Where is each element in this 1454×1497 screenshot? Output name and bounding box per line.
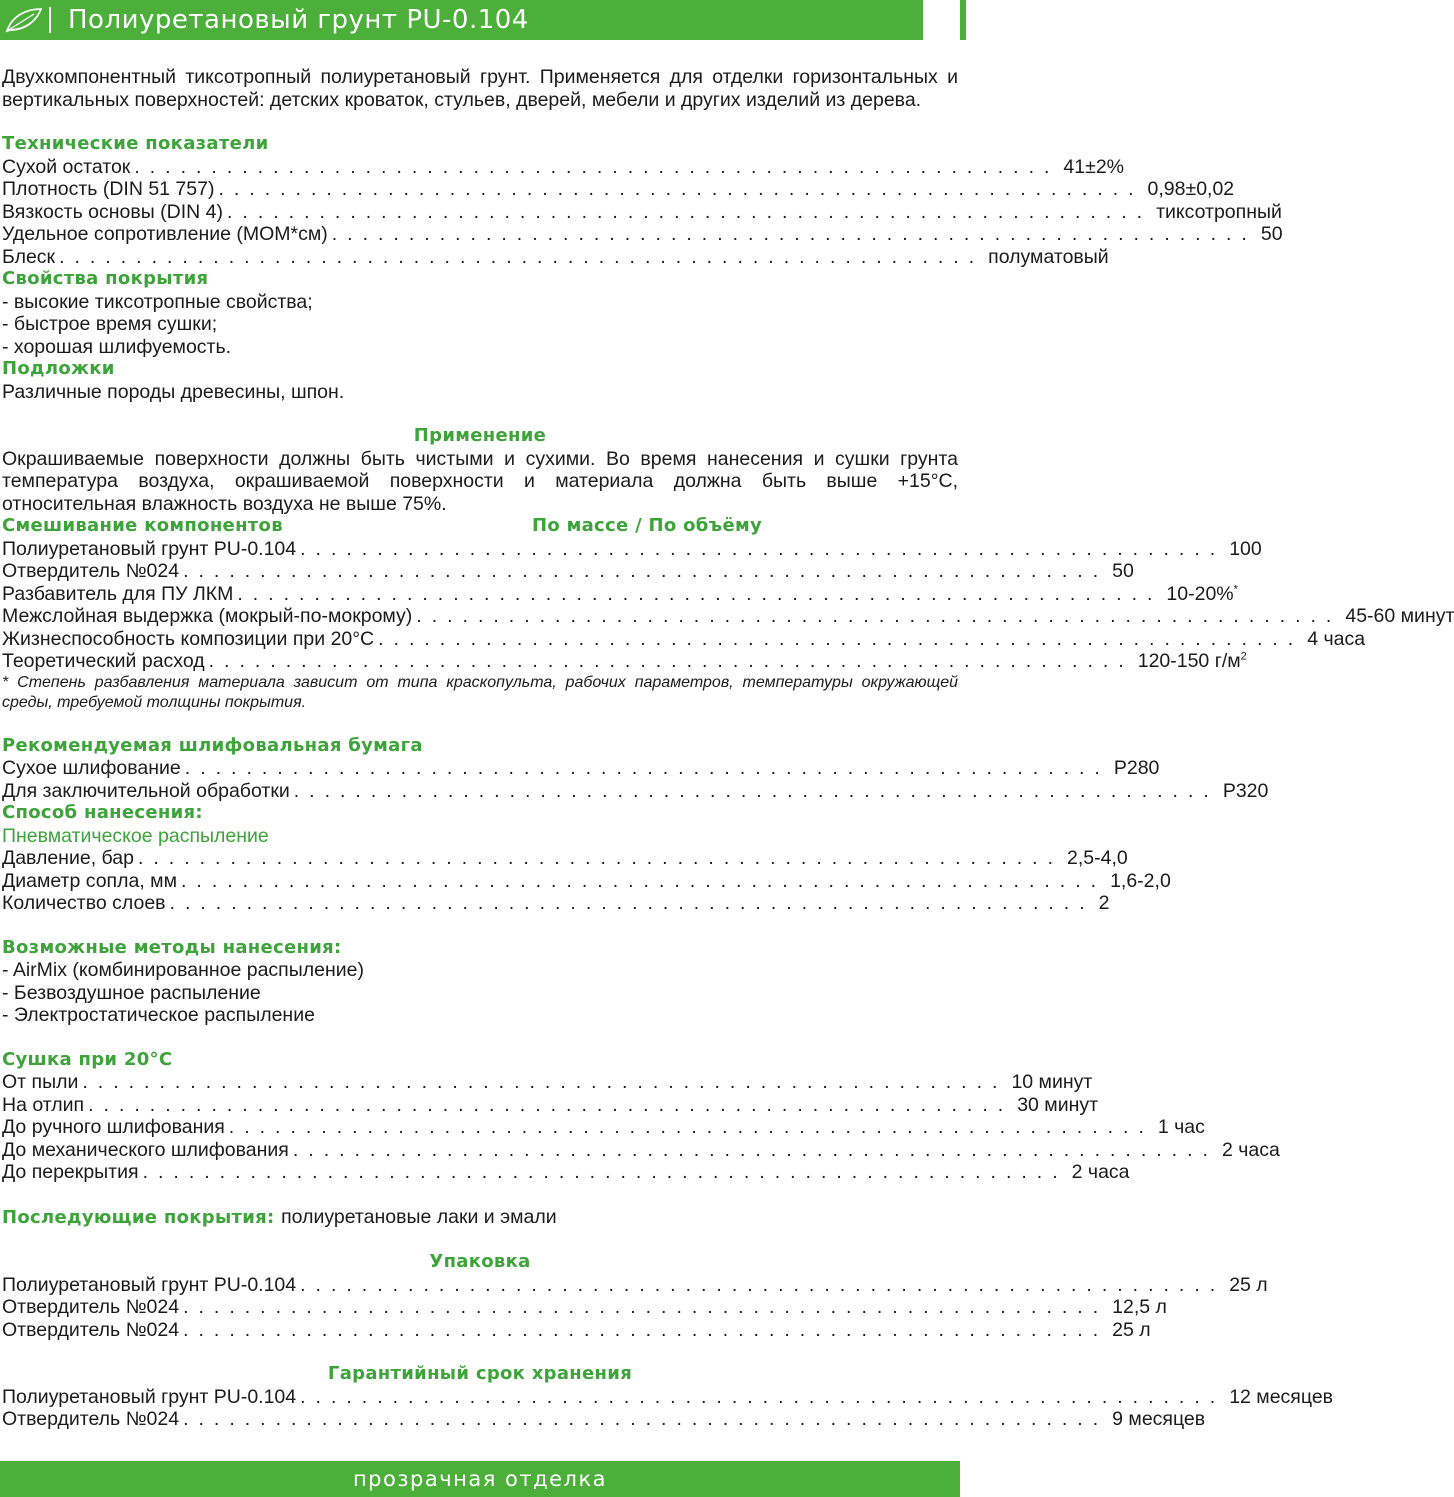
subsequent-heading: Последующие покрытия: <box>2 1206 275 1228</box>
spec-value-text: 50 <box>1260 223 1283 245</box>
subsequent-text: полиуретановые лаки и эмали <box>281 1205 557 1228</box>
mixing-header <box>2 515 958 538</box>
spec-label: Количество слоев <box>2 892 166 914</box>
storage-heading: Гарантийный срок хранения <box>327 1363 633 1384</box>
spec-value-text: 10-20% <box>1166 582 1234 605</box>
spec-label: Для заключительной обработки <box>2 779 290 802</box>
mixing-heading: Смешивание компонентов <box>2 515 283 536</box>
dot-leader: ............................................................ <box>218 178 1144 200</box>
spec-value <box>1112 1408 1205 1431</box>
spec-row <box>2 847 1128 870</box>
spec-label: Сухой остаток <box>2 155 131 178</box>
dot-leader: ............................................................ <box>169 892 1095 914</box>
props-heading: Свойства покрытия <box>2 268 209 289</box>
spec-value-text: 120-150 г/м <box>1137 650 1241 672</box>
spec-value-text: 100 <box>1229 537 1262 560</box>
spec-label: Разбавитель для ПУ ЛКМ <box>2 582 234 605</box>
spec-value-text: P320 <box>1222 779 1269 802</box>
spec-value <box>1067 847 1128 870</box>
spec-label: Сухое шлифование <box>2 757 181 779</box>
leaf-logo-icon <box>4 6 44 34</box>
spec-value <box>1148 178 1235 201</box>
spec-value <box>1011 1071 1092 1094</box>
spec-value <box>1112 560 1134 583</box>
footer-text: прозрачная отделка <box>352 1467 608 1491</box>
spec-value <box>1063 156 1124 179</box>
header-separator <box>49 7 51 33</box>
spec-label: Плотность (DIN 51 757) <box>2 178 215 200</box>
spec-label: Вязкость основы (DIN 4) <box>2 200 223 223</box>
spec-value <box>988 246 1109 269</box>
spec-value-text: 4 часа <box>1307 627 1366 650</box>
spec-value-text: 2,5-4,0 <box>1067 847 1128 869</box>
packaging-heading: Упаковка <box>429 1251 531 1272</box>
substrates-text: Различные породы древесины, шпон. <box>2 380 345 403</box>
tech-list <box>2 155 1283 269</box>
tech-heading: Технические показатели <box>2 133 269 154</box>
spec-row <box>2 245 1109 269</box>
dot-leader: ............................................................ <box>183 1318 1109 1341</box>
dot-leader: ............................................................ <box>208 650 1134 672</box>
spec-label: От пыли <box>2 1071 79 1093</box>
dot-leader: ............................................................ <box>331 223 1257 245</box>
spec-label: Отвердитель №024 <box>2 1318 180 1341</box>
spec-value <box>1138 650 1247 673</box>
spec-value <box>1166 583 1238 606</box>
dot-leader: ............................................................ <box>228 1116 1154 1138</box>
dot-leader: ............................................................ <box>183 1408 1109 1430</box>
spec-value-text: 2 часа <box>1221 1138 1280 1161</box>
spec-value <box>1307 628 1365 651</box>
spec-value <box>1223 780 1269 803</box>
spec-label: Межслойная выдержка (мокрый-по-мокрому) <box>2 605 413 627</box>
dot-leader: ............................................................ <box>142 1161 1068 1183</box>
spec-row <box>2 1138 1280 1162</box>
spec-label: Диаметр сопла, мм <box>2 869 177 892</box>
spec-label: Удельное сопротивление (МОМ*см) <box>2 223 328 245</box>
spec-value-text: 50 <box>1112 560 1134 582</box>
spec-value-text: 2 часа <box>1071 1161 1130 1183</box>
spec-label: Полиуретановый грунт PU-0.104 <box>2 1385 297 1408</box>
spec-value-text: 1,6-2,0 <box>1110 869 1171 892</box>
spec-label: Теоретический расход <box>2 650 205 672</box>
packaging-list <box>2 1273 1268 1342</box>
spec-value-text: 30 минут <box>1017 1093 1099 1116</box>
methods-list <box>2 959 958 1027</box>
drying-list <box>2 1071 1280 1184</box>
spec-value-text: 2 <box>1098 892 1110 914</box>
spec-value-text: 45-60 минут <box>1345 605 1454 627</box>
dot-leader: ............................................................ <box>183 560 1109 582</box>
spec-value-text: 12,5 л <box>1112 1296 1167 1318</box>
props-list <box>2 291 958 359</box>
dot-leader: ............................................................ <box>237 582 1163 605</box>
spec-value <box>1229 538 1262 561</box>
dot-leader: ............................................................ <box>226 200 1153 223</box>
spec-row <box>2 223 1283 246</box>
spec-value-text: 41±2% <box>1063 155 1124 178</box>
dot-leader: ............................................................ <box>184 757 1110 779</box>
spec-value <box>1099 892 1110 915</box>
spec-value <box>1229 1386 1333 1409</box>
spec-value <box>1158 1116 1205 1139</box>
spec-value <box>1222 1139 1280 1162</box>
dot-leader: ............................................................ <box>82 1071 1008 1093</box>
list-item: - Электростатическое распыление <box>2 1004 315 1026</box>
spec-label: Давление, бар <box>2 847 134 869</box>
content <box>2 66 1454 1431</box>
spec-label: Отвердитель №024 <box>2 1296 180 1318</box>
sandpaper-list <box>2 757 1269 802</box>
spec-value-text: 10 минут <box>1011 1071 1093 1093</box>
dot-leader: ............................................................ <box>181 869 1107 892</box>
spec-value-text: 12 месяцев <box>1229 1385 1334 1408</box>
method-list <box>2 847 1171 915</box>
drying-heading: Сушка при 20°С <box>2 1048 173 1070</box>
header-tab <box>923 0 960 40</box>
spec-value <box>1072 1161 1130 1184</box>
mixing-note: * Степень разбавления материала зависит от типа краскопульта, рабочих параметров, температуры окружающей среды, требуемой толщины покрытия. <box>2 673 958 711</box>
dot-leader: ............................................................ <box>300 537 1226 560</box>
spec-value-sup: 2 <box>1240 650 1247 663</box>
dot-leader: ............................................................ <box>137 847 1064 869</box>
spec-value-text: 1 час <box>1157 1116 1205 1138</box>
spec-value <box>1110 870 1171 893</box>
dot-leader: ............................................................ <box>134 155 1060 178</box>
sandpaper-heading: Рекомендуемая шлифовальная бумага <box>2 734 423 756</box>
spec-value <box>1261 223 1283 246</box>
list-item: - хорошая шлифуемость. <box>2 335 232 358</box>
spec-row <box>2 1408 1206 1431</box>
spec-value-text: тиксотропный <box>1156 200 1282 223</box>
spec-label: На отлип <box>2 1093 85 1116</box>
spec-value-text: 25 л <box>1112 1318 1151 1341</box>
storage-list <box>2 1385 1334 1431</box>
spec-label: До механического шлифования <box>2 1138 289 1161</box>
spec-value <box>1229 1274 1268 1297</box>
spec-label: До перекрытия <box>2 1161 139 1183</box>
mixing-list <box>2 537 1454 673</box>
dot-leader: ............................................................ <box>292 1138 1218 1161</box>
method-subtitle: Пневматическое распыление <box>2 824 269 847</box>
dot-leader: ............................................................ <box>183 1296 1109 1318</box>
spec-row <box>2 1296 1167 1319</box>
spec-row <box>2 869 1171 893</box>
list-item: - AirMix (комбинированное распыление) <box>2 959 364 981</box>
dot-leader: ............................................................ <box>378 627 1304 650</box>
dot-leader: ............................................................ <box>293 779 1219 802</box>
spec-value <box>1112 1319 1151 1342</box>
page-footer <box>0 1461 960 1497</box>
spec-value <box>1156 201 1282 224</box>
page-title: Полиуретановый грунт PU-0.104 <box>68 5 529 35</box>
spec-value-text: 0,98±0,02 <box>1147 178 1235 200</box>
substrates-heading: Подложки <box>2 358 115 379</box>
spec-value <box>1112 1296 1167 1319</box>
mixing-col-heading: По массе / По объёму <box>532 515 763 536</box>
spec-value-text: полуматовый <box>988 245 1109 268</box>
spec-value-text: 25 л <box>1229 1273 1268 1296</box>
spec-value <box>1345 605 1454 628</box>
dot-leader: ............................................................ <box>59 245 985 268</box>
methods-heading: Возможные методы нанесения: <box>2 936 342 958</box>
dot-leader: ............................................................ <box>416 605 1342 627</box>
application-text: Окрашиваемые поверхности должны быть чистыми и сухими. Во время нанесения и сушки грунта температура воздуха, окрашиваемой поверхности и материала должна быть выше +15°С, относительная влажность воздуха не выше 75%. <box>2 447 958 515</box>
spec-row <box>2 1161 1130 1184</box>
spec-row <box>2 1093 1099 1117</box>
spec-value-text: P280 <box>1113 757 1160 779</box>
spec-row <box>2 605 1454 628</box>
dot-leader: ............................................................ <box>300 1273 1226 1296</box>
spec-row <box>2 560 1134 583</box>
list-item: - Безвоздушное распыление <box>2 981 261 1004</box>
application-heading: Применение <box>413 425 547 446</box>
spec-row <box>2 582 1238 606</box>
spec-row <box>2 627 1366 651</box>
spec-value-sup: * <box>1233 583 1238 595</box>
spec-row <box>2 537 1262 561</box>
spec-row <box>2 779 1269 803</box>
spec-row <box>2 1318 1151 1342</box>
spec-row <box>2 1385 1334 1409</box>
subsequent-line <box>2 1206 958 1230</box>
spec-row <box>2 200 1282 224</box>
list-item: - высокие тиксотропные свойства; <box>2 290 313 313</box>
spec-row <box>2 650 1247 673</box>
spec-row <box>2 1273 1268 1297</box>
list-item: - быстрое время сушки; <box>2 313 218 335</box>
method-heading: Способ нанесения: <box>2 802 203 823</box>
spec-label: До ручного шлифования <box>2 1116 225 1138</box>
spec-row <box>2 892 1110 915</box>
spec-value <box>1017 1094 1098 1117</box>
spec-value-text: 9 месяцев <box>1112 1408 1206 1430</box>
dot-leader: ............................................................ <box>88 1093 1014 1116</box>
spec-row <box>2 1116 1205 1139</box>
spec-value <box>1114 757 1160 780</box>
spec-row <box>2 757 1160 780</box>
spec-row <box>2 1071 1093 1094</box>
dot-leader: ............................................................ <box>300 1385 1226 1408</box>
spec-label: Отвердитель №024 <box>2 560 180 582</box>
spec-label: Полиуретановый грунт PU-0.104 <box>2 1273 297 1296</box>
spec-label: Жизнеспособность композиции при 20°С <box>2 627 375 650</box>
intro-text: Двухкомпонентный тиксотропный полиуретановый грунт. Применяется для отделки горизонтальных и вертикальных поверхностей: детских кроваток, стульев, дверей, мебели и других изделий из дерева. <box>2 66 958 111</box>
spec-label: Блеск <box>2 245 56 268</box>
spec-label: Полиуретановый грунт PU-0.104 <box>2 537 297 560</box>
spec-label: Отвердитель №024 <box>2 1408 180 1430</box>
page-header <box>0 0 966 40</box>
spec-row <box>2 178 1235 201</box>
spec-row <box>2 155 1124 179</box>
